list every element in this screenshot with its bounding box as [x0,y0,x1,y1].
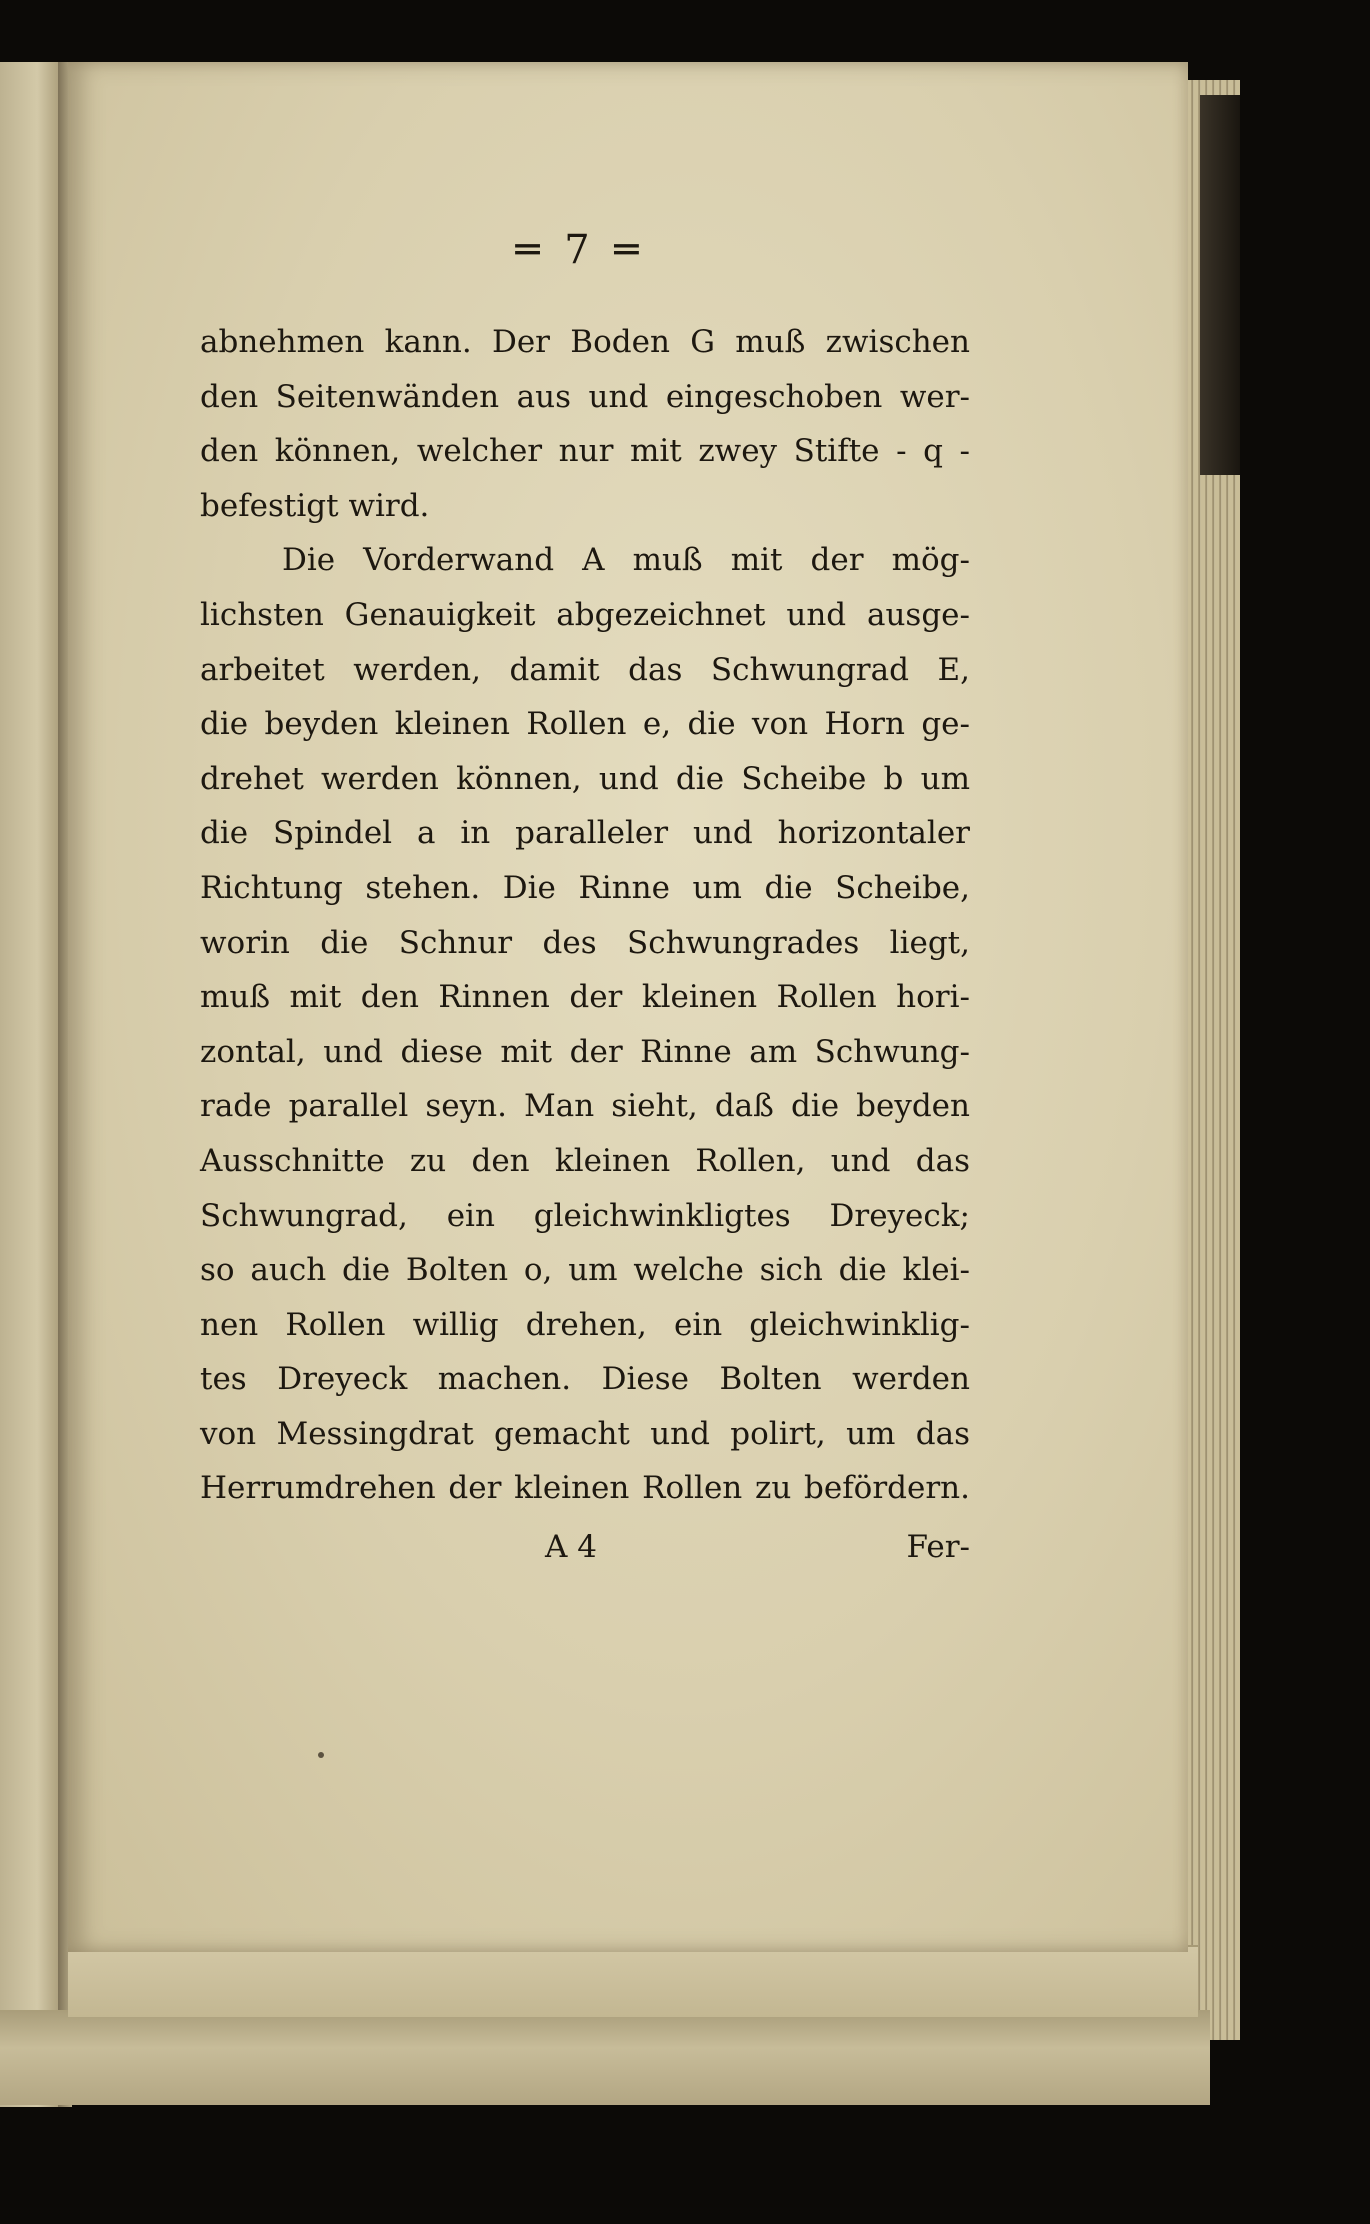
text-line: drehet werden können, und die Scheibe b um [200,760,970,797]
binding-shadow [1200,95,1240,475]
text-line: von Messingdrat gemacht und polirt, um das [200,1415,970,1452]
text-line: Richtung stehen. Die Rinne um die Scheibe, [200,869,970,906]
text-line: befestigt wird. [200,487,430,524]
text-line: den können, welcher nur mit zwey Stifte - q - [200,433,970,470]
text-line: worin die Schnur des Schwungrades liegt, [200,924,970,961]
text-block [200,225,970,1574]
underlying-page [0,2010,1210,2105]
text-line: Schwungrad, ein gleichwinkligtes Dreyeck; [200,1197,970,1234]
text-line: Die Vorderwand A muß mit der mög- [282,542,970,579]
text-line: Ausschnitte zu den kleinen Rollen, und das [200,1142,970,1179]
text-line: so auch die Bolten o, um welche sich die klei- [200,1252,970,1289]
text-line: abnehmen kann. Der Boden G muß zwischen [200,324,970,360]
text-line: tes Dreyeck machen. Diese Bolten werden [200,1361,970,1398]
text-line: arbeitet werden, damit das Schwungrad E, [200,651,970,688]
catchword: Fer- [906,1529,970,1566]
page-number-header: ═ 7 ═ [515,227,645,273]
ink-speck [318,1752,324,1758]
text-line: muß mit den Rinnen der kleinen Rollen hori- [200,979,970,1016]
text-line: den Seitenwänden aus und eingeschoben wer- [200,378,970,415]
left-page-edge [0,62,62,2107]
text-line: Herrumdrehen der kleinen Rollen zu befördern. [200,1470,970,1507]
signature-mark: A 4 [545,1529,597,1566]
page-bottom-edge [68,1945,1198,2017]
text-line: die Spindel a in paralleler und horizontaler [200,815,970,852]
text-line: rade parallel seyn. Man sieht, daß die beyden [200,1088,970,1125]
text-line: zontal, und diese mit der Rinne am Schwung- [200,1033,970,1070]
text-line: lichsten Genauigkeit abgezeichnet und ausge- [200,596,970,633]
text-line: die beyden kleinen Rollen e, die von Horn ge- [200,706,970,743]
page-footer [200,1520,970,1574]
text-line: nen Rollen willig drehen, ein gleichwinklig- [200,1306,970,1343]
